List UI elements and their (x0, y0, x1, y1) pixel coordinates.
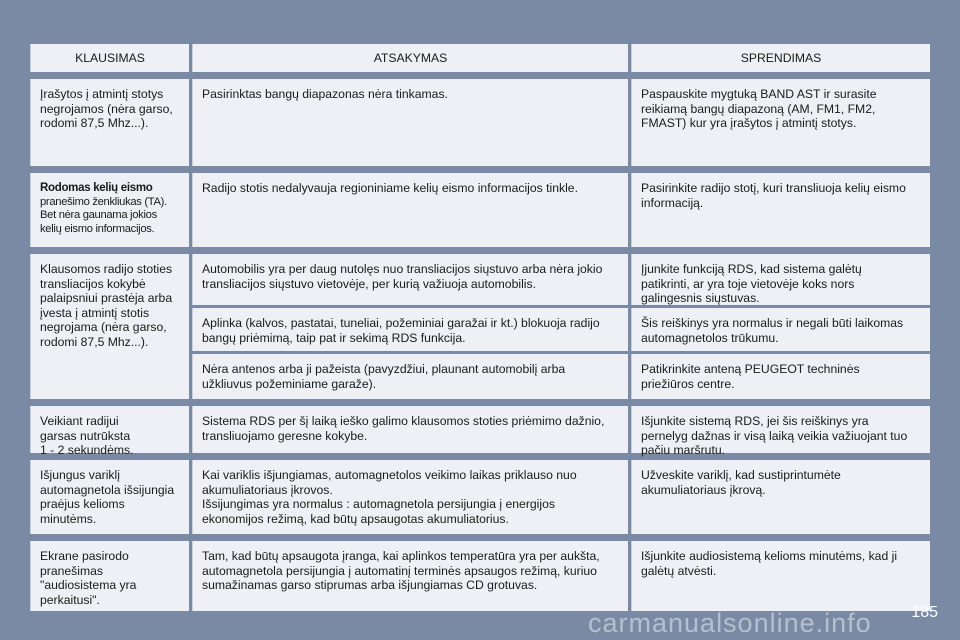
solution-cell (631, 354, 930, 399)
question-bold-text: Rodomas kelių eismo (40, 182, 153, 194)
watermark: carmanualsonline.info (588, 608, 872, 638)
answer-text: Aplinka (kalvos, pastatai, tuneliai, požeminiai garažai ir kt.) blokuoja radijo bangų priėmimą, taip pat ir sekimą RDS funkcija. (202, 316, 600, 345)
solution-text: Šis reiškinys yra normalus ir negali būti laikomas automagnetolos trūkumu. (641, 316, 904, 345)
answer-cell (192, 173, 628, 247)
solution-cell (631, 406, 930, 457)
answer-cell (192, 79, 628, 166)
question-text: Išjungus variklį automagnetola išsijungia praėjus kelioms minutėms. (40, 468, 175, 526)
answer-text: Automobilis yra per daug nutolęs nuo transliacijos siųstuvo arba nėra jokio transliacijos siųstuvo vietovėje, per kurią važiuoja automobilis. (202, 262, 603, 291)
question-cell (30, 541, 189, 611)
page-number: 185 (911, 604, 938, 621)
troubleshooting-table (30, 44, 958, 611)
answer-cell (192, 460, 628, 534)
solution-cell (631, 173, 930, 247)
question-text: Ekrane pasirodo pranešimas "audiosistema yra perkaitusi". (40, 549, 137, 607)
question-cell (30, 79, 189, 166)
solution-text: Įjunkite funkciją RDS, kad sistema galėtų patikrinti, ar yra toje vietovėje koks nors galingesnis siųstuvas. (641, 262, 862, 305)
question-cell (30, 406, 189, 457)
answer-cell (192, 354, 628, 399)
answer-text: Pasirinktas bangų diapazonas nėra tinkamas. (202, 87, 448, 101)
answer-text: Nėra antenos arba ji pažeista (pavyzdžiui, plaunant automobilį arba užkliuvus požeminiame garaže). (202, 362, 566, 391)
solution-text: Išjunkite audiosistemą kelioms minutėms, kad ji galėtų atvėsti. (641, 549, 898, 578)
question-cell (30, 460, 189, 534)
question-cell (30, 254, 189, 399)
answer-text: Kai variklis išjungiamas, automagnetolos veikimo laikas priklauso nuo akumuliatoriaus įkrovos. Išsijungimas yra normalus : automagnetola persijungia į energijos ekonomijos režimą, kad būtų apsaugotas akumuliatorius. (202, 468, 577, 526)
question-text: Klausomos radijo stoties transliacijos kokybė palaipsniui prastėja arba įvesta į atmintį stotis negrojama (nėra garso, rodomi 87,5 Mhz...). (40, 262, 173, 349)
solution-cell (631, 541, 930, 611)
table-row (30, 79, 958, 166)
answer-cell (192, 541, 628, 611)
solution-cell (631, 308, 930, 351)
sub-row (192, 254, 930, 305)
solution-cell (631, 254, 930, 305)
header-question: KLAUSIMAS (30, 44, 189, 72)
solution-text: Išjunkite sistemą RDS, jei šis reiškinys yra pernelyg dažnas ir visą laiką veikia važiuojant tuo pačiu maršrutu. (641, 414, 908, 457)
table-row (30, 541, 958, 611)
table-row (30, 254, 958, 399)
header-answer: ATSAKYMAS (192, 44, 628, 72)
table-header (30, 44, 958, 72)
answer-text: Sistema RDS per šį laiką ieško galimo klausomos stoties priėmimo dažnio, transliuojamo geresne kokybe. (202, 414, 605, 443)
answer-cell (192, 308, 628, 351)
solution-text: Užveskite variklį, kad sustiprintumėte akumuliatoriaus įkrovą. (641, 468, 841, 497)
table-row (30, 173, 958, 247)
solution-text: Pasirinkite radijo stotį, kuri transliuoja kelių eismo informaciją. (641, 181, 906, 210)
question-cell (30, 173, 189, 247)
header-solution: SPRENDIMAS (631, 44, 930, 72)
answer-text: Radijo stotis nedalyvauja regioniniame kelių eismo informacijos tinkle. (202, 181, 578, 195)
answer-text: Tam, kad būtų apsaugota įranga, kai aplinkos temperatūra yra per aukšta, automagnetola persijungia į automatinį terminės apsaugos režimą, kuriuo sumažinamas garso stiprumas arba išjungiamas CD grotuvas. (202, 549, 600, 592)
question-text: Veikiant radijui garsas nutrūksta 1 - 2 sekundėms. (40, 414, 134, 457)
table-row (30, 406, 958, 457)
answer-cell (192, 406, 628, 453)
solution-cell (631, 460, 930, 534)
solution-cell (631, 79, 930, 166)
sub-row (192, 308, 930, 351)
answer-cell (192, 254, 628, 305)
sub-row (192, 354, 930, 399)
solution-text: Patikrinkite anteną PEUGEOT techninės priežiūros centre. (641, 362, 860, 391)
question-text: pranešimo ženkliukas (TA). Bet nėra gaunama jokios kelių eismo informacijos. (40, 195, 167, 235)
solution-text: Paspauskite mygtuką BAND AST ir surasite reikiamą bangų diapazoną (AM, FM1, FM2, FMAST) kur yra įrašytos į atmintį stotys. (641, 87, 877, 130)
table-row (30, 460, 958, 534)
question-text: Įrašytos į atmintį stotys negrojamos (nėra garso, rodomi 87,5 Mhz...). (40, 87, 173, 130)
answer-group (192, 254, 930, 399)
